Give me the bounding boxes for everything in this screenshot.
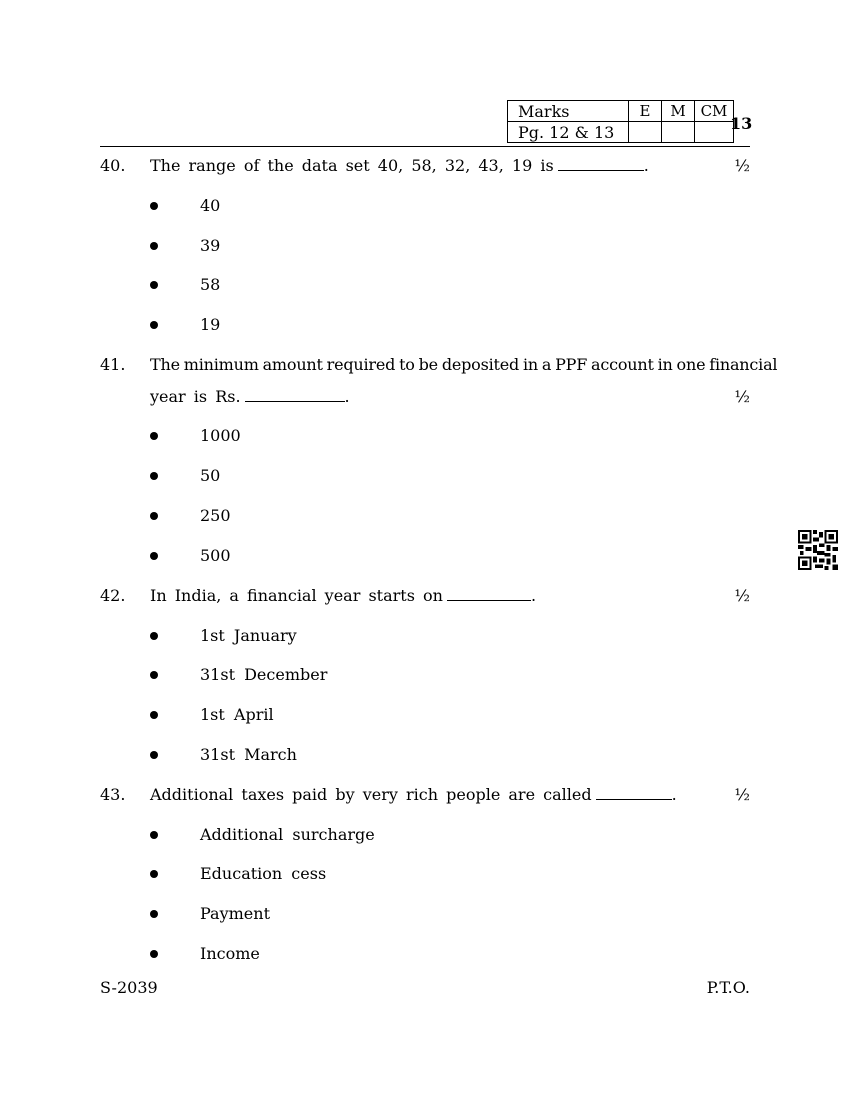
question-text [150,154,720,178]
answer-blank [447,584,531,601]
option-text: 250 [200,506,231,525]
answer-blank [558,154,644,171]
question-number: 41. [100,355,126,374]
question-40 [100,154,750,334]
option-text: 31st December [200,665,328,684]
question-42 [100,584,750,764]
bullet-icon [150,202,158,210]
bullet-icon [150,242,158,250]
question-text-line1: The range of the data set 40, 58, 32, 43, 19 is [150,156,554,175]
bullet-icon [150,870,158,878]
bullet-icon [150,632,158,640]
bullet-icon [150,671,158,679]
question-marks: ½ [734,586,750,605]
column-cm: CM [695,101,734,122]
answer-blank [596,783,672,800]
option-text: 39 [200,236,221,255]
question-marks: ½ [734,785,750,804]
marks-label: Marks [508,101,629,122]
bullet-icon [150,910,158,918]
question-marks: ½ [734,156,750,175]
question-end: . [643,156,649,175]
answer-blank [245,385,345,402]
option-text: 1st April [200,705,274,724]
option-text: 58 [200,275,221,294]
question-number: 42. [100,586,126,605]
pages-label: Pg. 12 & 13 [508,122,629,143]
bullet-icon [150,831,158,839]
option-text: 31st March [200,745,297,764]
question-marks: ½ [734,387,750,406]
question-text [150,385,720,409]
column-m: M [662,101,695,122]
bullet-icon [150,950,158,958]
bullet-icon [150,432,158,440]
marks-table [507,100,734,143]
question-end: . [671,785,677,804]
question-end: . [530,586,537,605]
cell-m [662,122,695,143]
bullet-icon [150,512,158,520]
question-text-line1: The minimum amount required to be deposited in a PPF account in one financial [150,355,778,374]
option-text: 1000 [200,426,241,445]
bullet-icon [150,751,158,759]
question-text [150,584,720,608]
bullet-icon [150,472,158,480]
cell-cm [695,122,734,143]
option-text: 1st January [200,626,297,645]
question-41 [100,353,778,565]
cell-e [629,122,662,143]
bullet-icon [150,321,158,329]
please-turn-over: P.T.O. [706,978,750,997]
option-text: Additional surcharge [200,825,375,844]
bullet-icon [150,552,158,560]
bullet-icon [150,281,158,289]
option-text: Education cess [200,864,327,883]
question-text-line1: In India, a financial year starts on [150,586,443,605]
question-text-line2: year is Rs. [150,387,241,406]
bullet-icon [150,711,158,719]
qr-code-icon [798,530,838,570]
paper-code: S-2039 [100,978,158,997]
option-text: Payment [200,904,270,923]
page-number: 13 [730,114,753,133]
column-e: E [629,101,662,122]
option-text: 19 [200,315,221,334]
option-text: 50 [200,466,221,485]
option-text: Income [200,944,260,963]
option-text: 500 [200,546,231,565]
question-number: 40. [100,156,126,175]
question-number: 43. [100,785,126,804]
question-text-line1: Additional taxes paid by very rich people are called [150,785,592,804]
option-text: 40 [200,196,221,215]
question-text [150,783,720,807]
question-end: . [344,387,350,406]
header-divider [100,146,750,147]
question-43 [100,783,750,963]
